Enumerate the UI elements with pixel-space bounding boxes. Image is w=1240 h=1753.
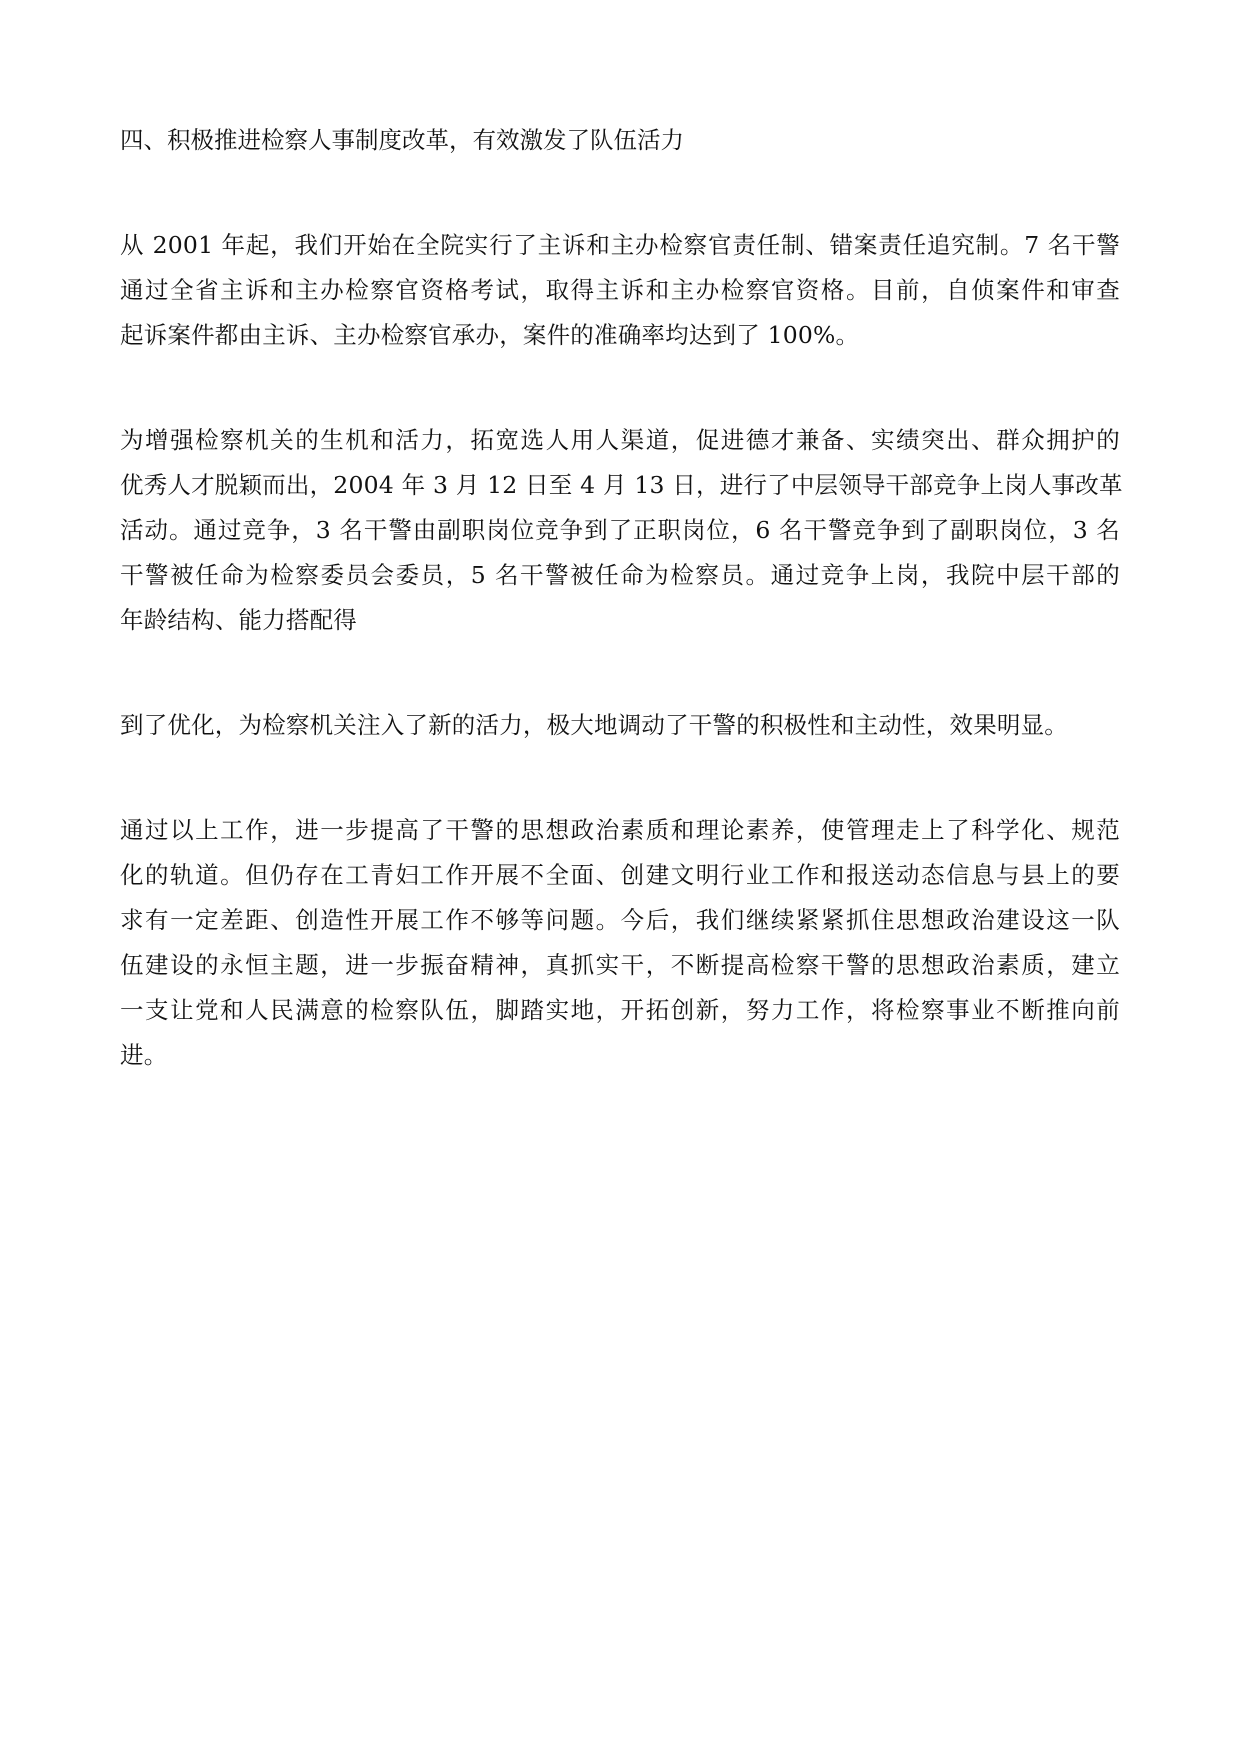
text-line: 化的轨道。但仍存在工青妇工作开展不全面、创建文明行业工作和报送动态信息与县上的要: [120, 861, 1120, 889]
text-line: 优秀人才脱颖而出，2004 年 3 月 12 日至 4 月 13 日，进行了中层领导干部竞争上岗人事改革: [120, 471, 1123, 499]
text-line: 从 2001 年起，我们开始在全院实行了主诉和主办检察官责任制、错案责任追究制。7 名干警: [120, 231, 1120, 259]
document-body: [120, 118, 1123, 1078]
paragraph-3: [120, 703, 1120, 748]
section-heading: 四、积极推进检察人事制度改革，有效激发了队伍活力: [120, 126, 684, 154]
text-line: 进。: [120, 1041, 168, 1069]
text-line: 活动。通过竞争，3 名干警由副职岗位竞争到了正职岗位，6 名干警竞争到了副职岗位，3 名: [120, 516, 1120, 544]
text-line: 为增强检察机关的生机和活力，拓宽选人用人渠道，促进德才兼备、实绩突出、群众拥护的: [120, 426, 1120, 454]
text-line: 到了优化，为检察机关注入了新的活力，极大地调动了干警的积极性和主动性，效果明显。: [120, 711, 1068, 739]
text-line: 一支让党和人民满意的检察队伍，脚踏实地，开拓创新，努力工作，将检察事业不断推向前: [120, 996, 1120, 1024]
text-line: 起诉案件都由主诉、主办检察官承办，案件的准确率均达到了 100%。: [120, 321, 860, 349]
text-line: 年龄结构、能力搭配得: [120, 606, 357, 634]
text-line: 伍建设的永恒主题，进一步振奋精神，真抓实干，不断提高检察干警的思想政治素质，建立: [120, 951, 1120, 979]
paragraph-2: [120, 418, 1123, 643]
text-line: 干警被任命为检察委员会委员，5 名干警被任命为检察员。通过竞争上岗，我院中层干部的: [120, 561, 1120, 589]
paragraph-4: [120, 808, 1120, 1078]
text-line: 求有一定差距、创造性开展工作不够等问题。今后，我们继续紧紧抓住思想政治建设这一队: [120, 906, 1120, 934]
text-line: 通过以上工作，进一步提高了干警的思想政治素质和理论素养，使管理走上了科学化、规范: [120, 816, 1120, 844]
text-line: 通过全省主诉和主办检察官资格考试，取得主诉和主办检察官资格。目前，自侦案件和审查: [120, 276, 1120, 304]
paragraph-1: [120, 223, 1120, 358]
